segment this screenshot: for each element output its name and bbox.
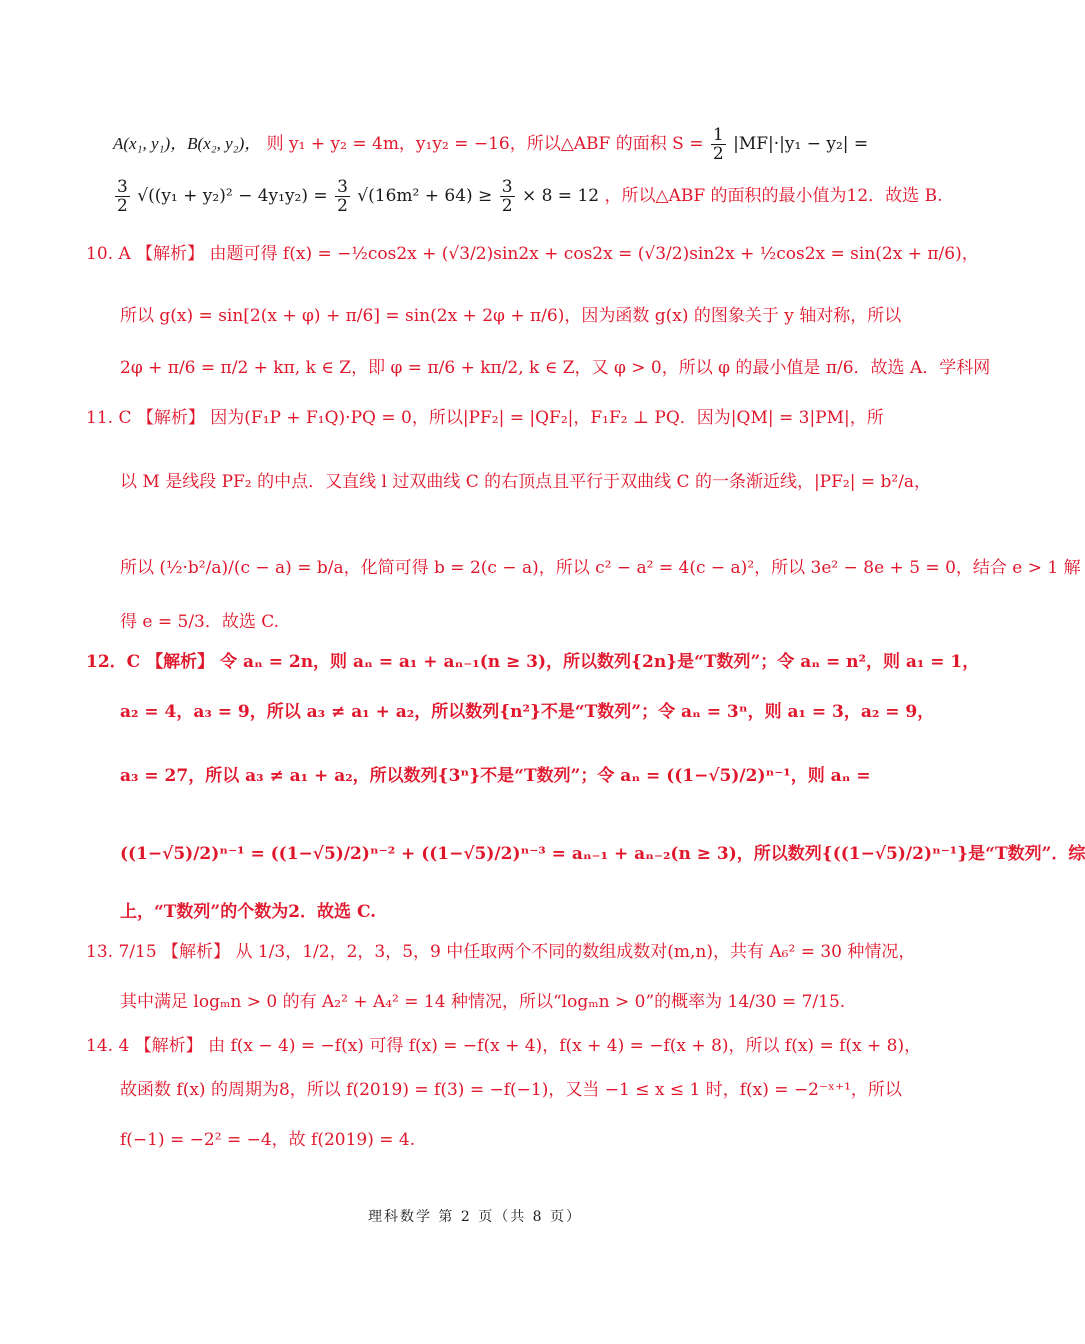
q12-line-4 bbox=[120, 842, 1085, 866]
q10-number: 10. A bbox=[86, 244, 131, 264]
q9-line-2 bbox=[113, 178, 942, 215]
q14-text-3: f(−1) = −2² = −4，故 f(2019) = 4. bbox=[120, 1130, 416, 1150]
q14-line-2 bbox=[120, 1078, 902, 1102]
q9-abs-expr: |MF|·|y₁ − y₂| = bbox=[733, 134, 869, 154]
q13-line-2 bbox=[120, 990, 845, 1014]
q11-line-1 bbox=[86, 406, 884, 430]
q12-number: 12．C bbox=[86, 652, 141, 672]
q12-text-1: 令 aₙ = 2n，则 aₙ = a₁ + aₙ₋₁(n ≥ 3)，所以数列{2n}是“T数列”；令 aₙ = n²，则 a₁ = 1， bbox=[220, 652, 980, 672]
q9-line-1 bbox=[113, 126, 868, 163]
q14-text-2: 故函数 f(x) 的周期为8，所以 f(2019) = f(3) = −f(−1)，又当 −1 ≤ x ≤ 1 时，f(x) = −2⁻ˣ⁺¹，所以 bbox=[120, 1080, 902, 1100]
q12-line-5 bbox=[120, 900, 376, 924]
q13-text-1: 从 1/3，1/2，2，3，5，9 中任取两个不同的数组成数对(m,n)，共有 A₆² = 30 种情况， bbox=[235, 942, 916, 962]
q11-line-4 bbox=[120, 610, 279, 634]
q11-text-2: 以 M 是线段 PF₂ 的中点．又直线 l 过双曲线 C 的右顶点且平行于双曲线 C 的一条渐近线，|PF₂| = b²/a， bbox=[120, 472, 932, 492]
q13-answer: 7/15 bbox=[118, 942, 157, 962]
q9-conclusion: ，所以△ABF 的面积的最小值为12．故选 B. bbox=[604, 186, 943, 206]
q12-text-3: a₃ = 27，所以 a₃ ≠ a₁ + a₂，所以数列{3ⁿ}不是“T数列”；令 aₙ = ((1−√5)/2)ⁿ⁻¹，则 aₙ = bbox=[120, 766, 871, 786]
q10-line-2 bbox=[120, 304, 901, 328]
q12-line-1 bbox=[86, 650, 979, 674]
q12-line-2 bbox=[120, 700, 934, 724]
q9-times-eight: × 8 = 12 bbox=[521, 186, 600, 206]
q13-text-2: 其中满足 logₘn > 0 的有 A₂² + A₄² = 14 种情况，所以“logₘn > 0”的概率为 14/30 = 7/15. bbox=[120, 992, 846, 1012]
q14-tag: 【解析】 bbox=[134, 1036, 203, 1056]
q14-text-1: 由 f(x − 4) = −f(x) 可得 f(x) = −f(x + 4)，f(x + 4) = −f(x + 8)，所以 f(x) = f(x + 8)， bbox=[208, 1036, 922, 1056]
q12-tag: 【解析】 bbox=[146, 652, 215, 672]
page-footer: 理科数学 第 2 页（共 8 页） bbox=[367, 1209, 583, 1225]
q9-sqrt-a: √((y₁ + y₂)² − 4y₁y₂) = bbox=[137, 186, 334, 206]
q11-line-2 bbox=[120, 470, 931, 494]
q9-three-halves-c: $\frac{3}{2}$ bbox=[501, 177, 513, 216]
q10-text-3: 2φ + π/6 = π/2 + kπ, k ∈ Z，即 φ = π/6 + kπ/2, k ∈ Z，又 φ > 0，所以 φ 的最小值是 π/6．故选 A．学科网 bbox=[120, 358, 991, 378]
q9-three-halves-b: $\frac{3}{2}$ bbox=[337, 177, 348, 216]
q13-line-1 bbox=[86, 940, 915, 964]
q13-tag: 【解析】 bbox=[162, 942, 231, 962]
q14-line-3 bbox=[120, 1128, 415, 1152]
q12-line-3 bbox=[120, 764, 871, 788]
q9-sqrt-b: √(16m² + 64) ≥ bbox=[357, 186, 498, 206]
q9-three-halves-a: $\frac{3}{2}$ bbox=[117, 177, 128, 216]
q11-text-3: 所以 (½·b²/a)/(c − a) = b/a，化简可得 b = 2(c − a)，所以 c² − a² = 4(c − a)²，所以 3e² − 8e + 5 = 0，结合 e > 1 解 bbox=[120, 558, 1081, 578]
q10-text-1: 由题可得 f(x) = −½cos2x + (√3/2)sin2x + cos2x = (√3/2)sin2x + ½cos2x = sin(2x + π/6)， bbox=[209, 244, 979, 264]
q14-number: 14. 4 bbox=[86, 1036, 130, 1056]
q11-tag: 【解析】 bbox=[136, 408, 205, 428]
q14-line-1 bbox=[86, 1034, 921, 1058]
q13-number: 13. bbox=[86, 942, 114, 962]
q10-text-2: 所以 g(x) = sin[2(x + φ) + π/6] = sin(2x + 2φ + π/6)，因为函数 g(x) 的图象关于 y 轴对称，所以 bbox=[120, 306, 902, 326]
q9-half-fraction: $\frac{1}{2}$ bbox=[712, 125, 724, 164]
q10-tag: 【解析】 bbox=[136, 244, 205, 264]
q9-text-a: 则 y₁ + y₂ = 4m，y₁y₂ = −16，所以△ABF 的面积 S = bbox=[266, 134, 709, 154]
q9-points: A(x₁, y₁)，B(x₂, y₂)， bbox=[113, 134, 262, 153]
q12-text-4: ((1−√5)/2)ⁿ⁻¹ = ((1−√5)/2)ⁿ⁻² + ((1−√5)/2)ⁿ⁻³ = aₙ₋₁ + aₙ₋₂(n ≥ 3)，所以数列{((1−√5)/2)ⁿ⁻¹}是“T数列”．综 bbox=[120, 844, 1085, 864]
q11-text-4: 得 e = 5/3．故选 C. bbox=[120, 612, 280, 632]
q11-number: 11. C bbox=[86, 408, 132, 428]
q11-line-3 bbox=[120, 556, 1081, 580]
q10-line-3 bbox=[120, 356, 990, 380]
q10-line-1 bbox=[86, 242, 979, 266]
q12-text-5: 上，“T数列”的个数为2．故选 C. bbox=[120, 902, 377, 922]
q12-text-2: a₂ = 4，a₃ = 9，所以 a₃ ≠ a₁ + a₂，所以数列{n²}不是“T数列”；令 aₙ = 3ⁿ，则 a₁ = 3，a₂ = 9， bbox=[120, 702, 935, 722]
q11-text-1: 因为(F₁P + F₁Q)·PQ = 0，所以|PF₂| = |QF₂|，F₁F₂ ⊥ PQ．因为|QM| = 3|PM|，所 bbox=[210, 408, 884, 428]
